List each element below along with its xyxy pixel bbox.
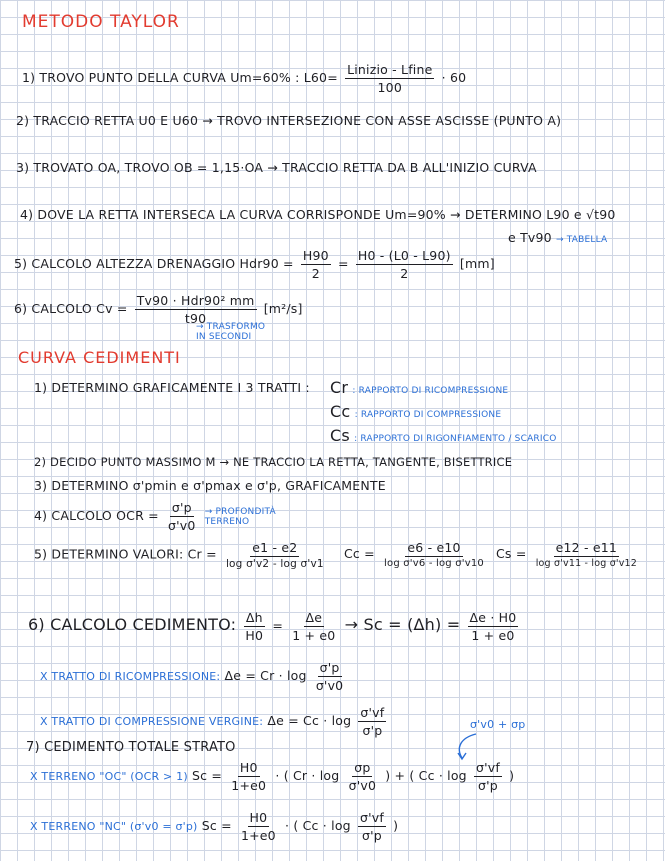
ricompressione-label: X TRATTO DI RICOMPRESSIONE: [40, 670, 221, 683]
curva-step-2: 2) DECIDO PUNTO MASSIMO M → NE TRACCIO LA RETTA, TANGENTE, BISETTRICE [34, 455, 513, 469]
step-1-text: 1) TROVO PUNTO DELLA CURVA Um=60% : L60= [22, 70, 338, 85]
step-5-text: 5) CALCOLO ALTEZZA DRENAGGIO Hdr90 = [14, 256, 294, 271]
step-5-unit: [mm] [459, 256, 495, 271]
step-6-note: → TRASFORMO IN SECONDI [196, 322, 266, 342]
step-5-f1-den: 2 [311, 266, 320, 281]
nc-b-num: σ'vf [360, 810, 384, 825]
step-4-note: → TABELLA [556, 235, 608, 245]
compressione-row [40, 705, 389, 738]
oc-h-fraction [229, 760, 268, 793]
curva-step-6 [28, 610, 521, 643]
oc-p3: ) [509, 768, 515, 783]
curva-item-cs [330, 426, 557, 445]
nc-b-den: σ'p [362, 828, 382, 843]
curva-step-6-text: 6) CALCOLO CEDIMENTO: [28, 615, 237, 634]
cs-desc: : RAPPORTO DI RIGONFIAMENTO / SCARICO [354, 434, 557, 444]
cc-symbol: Cc [330, 402, 351, 421]
compressione-fraction [358, 705, 386, 738]
curva-item-cc [330, 402, 501, 421]
c6-f2-den: 1 + e0 [292, 628, 336, 643]
c6-arrow: → Sc = (Δh) = [344, 615, 461, 634]
cc-num: e6 - e10 [407, 540, 461, 555]
nc-b-fraction [358, 810, 386, 843]
cr-desc: : RAPPORTO DI RICOMPRESSIONE [352, 386, 509, 396]
step-5-eq: = [338, 256, 349, 271]
cc-fraction [382, 540, 486, 569]
cs-lhs: Cs = [496, 546, 527, 561]
cr-fraction [224, 540, 326, 570]
nc-h-fraction [239, 810, 278, 843]
nc-row [30, 810, 398, 843]
curva-step-3: 3) DETERMINO σ'pmin e σ'pmax e σ'p, GRAFICAMENTE [34, 478, 386, 493]
cr-num: e1 - e2 [252, 540, 298, 555]
c6-fraction-1 [243, 610, 265, 643]
cr-symbol: Cr [330, 378, 349, 397]
cs-symbol: Cs [330, 426, 350, 445]
step-5-f1-num: H90 [302, 248, 329, 263]
oc-a-fraction [347, 760, 379, 793]
cs-den: log σ'v11 - log σ'v12 [535, 558, 638, 569]
step-4-tv90: e Tv90 [508, 230, 552, 245]
cc-lhs: Cc = [344, 546, 375, 561]
cc-formula [344, 540, 489, 569]
curva-step-4-note: → PROFONDITÀ TERRENO [204, 506, 276, 527]
oc-b-fraction [474, 760, 502, 793]
ocr-fraction [166, 500, 198, 533]
c6-f3-den: 1 + e0 [471, 628, 515, 643]
cs-formula [496, 540, 642, 569]
nc-p1: · ( Cc · log [285, 818, 351, 833]
step-5 [14, 248, 495, 281]
curva-step-1: 1) DETERMINO GRAFICAMENTE I 3 TRATTI : [34, 380, 310, 395]
page-title: METODO TAYLOR [22, 12, 180, 32]
ricompressione-fraction [314, 660, 346, 693]
cc-desc: : RAPPORTO DI COMPRESSIONE [354, 410, 502, 420]
cs-fraction [534, 540, 639, 569]
oc-h-num: H0 [239, 760, 258, 775]
ocr-den: σ'v0 [168, 518, 196, 533]
section-title-curva: CURVA CEDIMENTI [18, 348, 181, 367]
step-6-num: Tv90 · Hdr90² mm [136, 293, 255, 308]
curva-step-4-text: 4) CALCOLO OCR = [34, 508, 159, 523]
nc-p3: ) [393, 818, 399, 833]
ricompressione-num: σ'p [319, 660, 340, 675]
c6-f1-den: H0 [245, 628, 264, 643]
nc-h-den: 1+e0 [240, 828, 276, 843]
step-1 [22, 62, 466, 95]
cr-lhs: Cr = [187, 546, 217, 562]
compressione-label: X TRATTO DI COMPRESSIONE VERGINE: [40, 715, 264, 728]
step-2: 2) TRACCIO RETTA U0 E U60 → TROVO INTERSEZIONE CON ASSE ASCISSE (PUNTO A) [16, 113, 562, 128]
step-1-denominator: 100 [377, 80, 402, 95]
step-1-numerator: Linizio - Lfine [347, 62, 433, 77]
oc-a-num: σp [354, 760, 371, 775]
compressione-num: σ'vf [360, 705, 385, 720]
ricompressione-den: σ'v0 [315, 678, 344, 693]
curva-step-7: 7) CEDIMENTO TOTALE STRATO [26, 740, 236, 755]
c6-fraction-3 [468, 610, 519, 643]
cr-den: log σ'v2 - log σ'v1 [225, 558, 324, 570]
step-5-fraction-2 [356, 248, 453, 281]
oc-b-den: σ'p [478, 778, 498, 793]
ricompressione-row [40, 660, 348, 693]
step-6-unit: [m²/s] [263, 301, 303, 316]
annotation-sigma: σ'v0 + σp [470, 718, 526, 731]
step-4: 4) DOVE LA RETTA INTERSECA LA CURVA CORRISPONDE Um=90% → DETERMINO L90 e √t90 [20, 207, 616, 222]
ocr-num: σ'p [171, 500, 192, 515]
oc-a-den: σ'v0 [348, 778, 377, 793]
compressione-formula: Δe = Cc · log [267, 713, 352, 728]
c6-f2-num: Δe [305, 610, 323, 625]
oc-lhs: Sc = [192, 768, 223, 783]
compressione-den: σ'p [362, 723, 383, 738]
cc-den: log σ'v6 - log σ'v10 [384, 558, 484, 569]
curva-item-cr [330, 378, 508, 397]
oc-label: X TERRENO "OC" (OCR > 1) [30, 770, 188, 783]
oc-p1: · ( Cr · log [275, 768, 340, 783]
c6-fraction-2 [290, 610, 337, 643]
curva-step-5 [34, 540, 329, 570]
oc-b-num: σ'vf [476, 760, 500, 775]
step-1-tail: · 60 [441, 70, 467, 85]
nc-label: X TERRENO "NC" (σ'v0 = σ'p) [30, 820, 198, 833]
step-1-fraction [345, 62, 434, 95]
c6-eq: = [272, 618, 284, 633]
oc-p2: ) + ( Cc · log [385, 768, 467, 783]
c6-f3-num: Δe · H0 [469, 610, 517, 625]
step-4-line2 [508, 230, 607, 245]
oc-h-den: 1+e0 [231, 778, 267, 793]
step-5-f2-num: H0 - (L0 - L90) [357, 248, 451, 263]
step-6-den: t90 [184, 311, 207, 326]
step-6-text: 6) CALCOLO Cv = [14, 301, 128, 316]
step-5-f2-den: 2 [400, 266, 409, 281]
ricompressione-formula: Δe = Cr · log [224, 668, 307, 683]
nc-h-num: H0 [249, 810, 268, 825]
annotation-arrow-icon [452, 732, 482, 762]
curva-step-5-text: 5) DETERMINO VALORI: [34, 546, 184, 562]
step-3: 3) TROVATO OA, TROVO OB = 1,15·OA → TRACCIO RETTA DA B ALL'INIZIO CURVA [16, 160, 537, 175]
nc-lhs: Sc = [201, 818, 232, 833]
curva-step-4 [34, 500, 283, 533]
step-5-fraction-1 [301, 248, 331, 281]
oc-row [30, 760, 514, 793]
cs-num: e12 - e11 [555, 540, 618, 555]
c6-f1-num: Δh [245, 610, 263, 625]
